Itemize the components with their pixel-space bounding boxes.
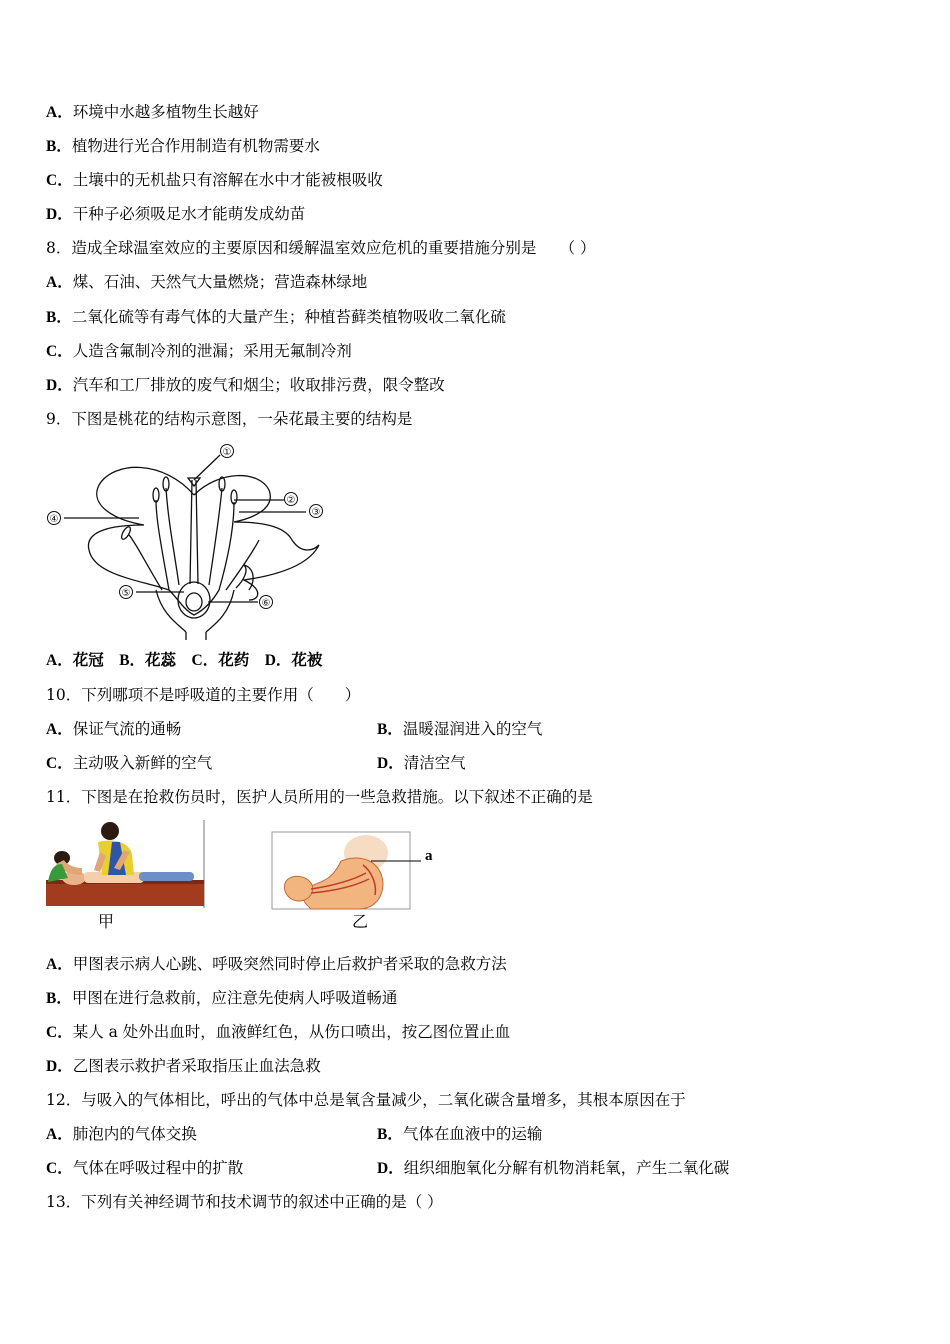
q11-option-d: D．乙图表示救护者采取指压止血法急救: [46, 1057, 321, 1075]
q10-option-d: D．清洁空气: [377, 754, 466, 772]
compression-figure: [271, 831, 443, 911]
q12-option-d: D．组织细胞氧化分解有机物消耗氧，产生二氧化碳: [377, 1159, 730, 1177]
label-2: ②: [286, 495, 296, 506]
q8-option-c: C．人造含氟制冷剂的泄漏；采用无氟制冷剂: [46, 342, 352, 360]
label-3: ③: [311, 507, 321, 518]
q10-option-b: B．温暖湿润进入的空气: [377, 720, 543, 738]
q11-stem: 11．下图是在抢救伤员时，医护人员所用的一些急救措施。以下叙述不正确的是: [46, 788, 593, 806]
label-5: ⑤: [121, 588, 131, 599]
q10-option-c: C．主动吸入新鲜的空气: [46, 754, 213, 772]
q7-option-c: C．土壤中的无机盐只有溶解在水中才能被根吸收: [46, 171, 383, 189]
q8-option-d: D．汽车和工厂排放的废气和烟尘；收取排污费，限令整改: [46, 376, 445, 394]
cpr-figure: [44, 820, 206, 910]
q10-option-a: A．保证气流的通畅: [46, 720, 182, 738]
label-6: ⑥: [261, 598, 271, 609]
q12-option-b: B．气体在血液中的运输: [377, 1125, 543, 1143]
q12-option-a: A．肺泡内的气体交换: [46, 1125, 197, 1143]
q10-stem: 10．下列哪项不是呼吸道的主要作用（ ）: [46, 686, 361, 704]
q11-option-a: A．甲图表示病人心跳、呼吸突然同时停止后救护者采取的急救方法: [46, 955, 507, 973]
q7-option-d: D．干种子必须吸足水才能萌发成幼苗: [46, 205, 306, 223]
q12-option-c: C．气体在呼吸过程中的扩散: [46, 1159, 244, 1177]
q11-option-c: C．某人 a 处外出血时，血液鲜红色，从伤口喷出，按乙图位置止血: [46, 1023, 511, 1041]
peach-flower-diagram: [44, 440, 334, 640]
q13-stem: 13．下列有关神经调节和技术调节的叙述中正确的是（ ）: [46, 1193, 443, 1211]
q9-options: A．花冠 B．花蕊 C．花药 D．花被: [46, 652, 323, 669]
q12-stem: 12．与吸入的气体相比，呼出的气体中总是氧含量减少，二氧化碳含量增多，其根本原因在于: [46, 1091, 686, 1109]
q7-option-a: A．环境中水越多植物生长越好: [46, 103, 259, 121]
q7-option-b: B．植物进行光合作用制造有机物需要水: [46, 137, 320, 155]
fig-jia-caption: 甲: [98, 912, 115, 931]
q9-stem: 9．下图是桃花的结构示意图，一朵花最主要的结构是: [46, 410, 413, 428]
q11-option-b: B．甲图在进行急救前，应注意先使病人呼吸道畅通: [46, 989, 398, 1007]
q8-option-b: B．二氧化硫等有毒气体的大量产生；种植苔藓类植物吸收二氧化硫: [46, 308, 506, 326]
label-4: ④: [49, 514, 59, 525]
q8-option-a: A．煤、石油、天然气大量燃烧；营造森林绿地: [46, 273, 368, 291]
q8-stem: 8．造成全球温室效应的主要原因和缓解温室效应危机的重要措施分别是 （ ）: [46, 239, 596, 257]
fig-yi-caption: 乙: [352, 912, 369, 931]
label-1: ①: [222, 447, 232, 458]
fig-label-a: a: [425, 848, 433, 864]
